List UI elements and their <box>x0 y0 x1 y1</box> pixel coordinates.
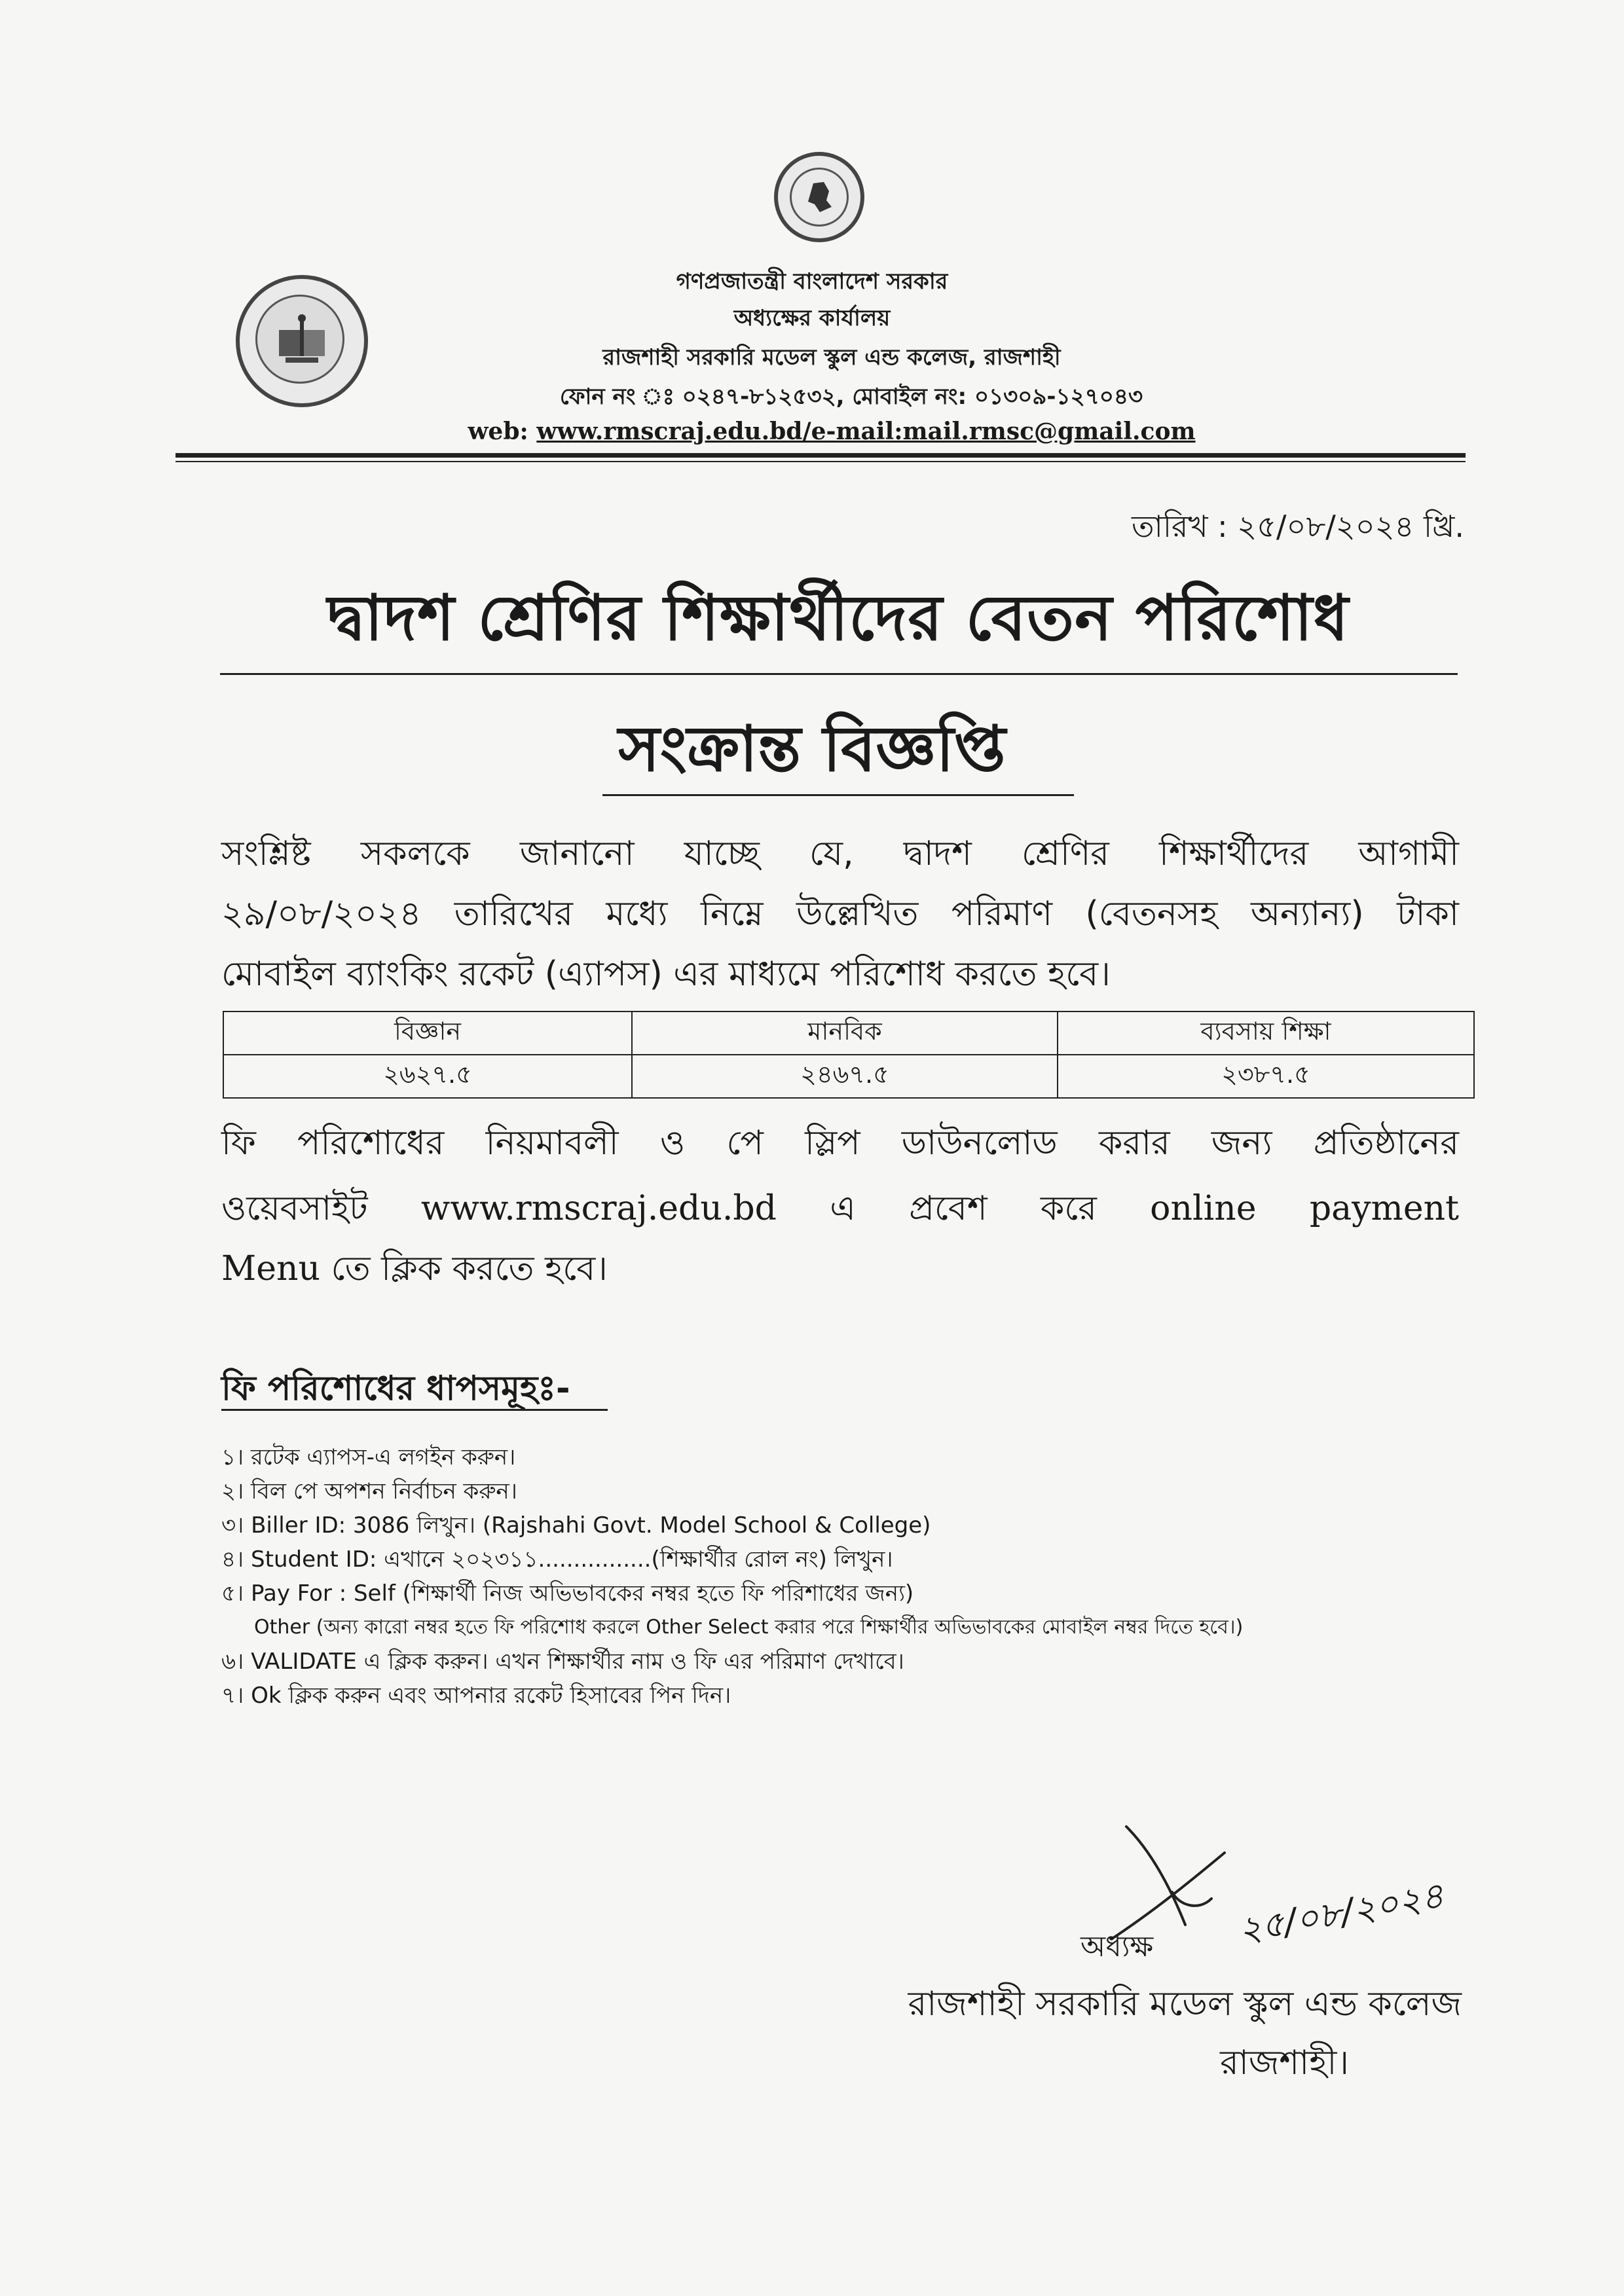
body-line-1: সংশ্লিষ্ট সকলকে জানানো যাচ্ছে যে, দ্বাদশ শ্রেণির শিক্ষার্থীদের আগামী <box>221 834 1459 873</box>
step-item-6: ৬। VALIDATE এ ক্লিক করুন। এখন শিক্ষার্থীর নাম ও ফি এর পরিমাণ দেখাবে। <box>221 1649 904 1675</box>
notice-date: তারিখ : ২৫/০৮/২০২৪ খ্রি. <box>1132 509 1464 544</box>
signatory-title: অধ্যক্ষ <box>1080 1930 1154 1963</box>
fee-header-humanities: মানবিক <box>632 1011 1058 1055</box>
header-govt: গণপ্রজাতন্ত্রী বাংলাদেশ সরকার <box>676 268 948 295</box>
title-underline-2 <box>602 794 1074 796</box>
steps-heading: ফি পরিশোধের ধাপসমূহঃ- <box>221 1369 570 1408</box>
body2-line-2: ওয়েবসাইট www.rmscraj.edu.bd এ প্রবেশ করে online payment <box>221 1189 1459 1228</box>
step-item-7: ৭। Ok ক্লিক করুন এবং আপনার রকেট হিসাবের পিন দিন। <box>221 1683 731 1709</box>
signatory-city: রাজশাহী। <box>1220 2043 1349 2083</box>
web-link[interactable]: www.rmscraj.edu.bd/e-mail:mail.rmsc@gmail.com <box>536 418 1196 445</box>
signatory-org: রাজশাহী সরকারি মডেল স্কুল এন্ড কলেজ <box>908 1984 1462 2024</box>
fee-value-science: ২৬২৭.৫ <box>223 1055 632 1098</box>
fee-value-business: ২৩৮৭.৫ <box>1058 1055 1474 1098</box>
steps-heading-underline <box>221 1409 608 1411</box>
header-phone: ফোন নং ঃ ০২৪৭-৮১২৫৩২, মোবাইল নং: ০১৩০৯-১২৭০৪৩ <box>559 384 1143 410</box>
step-item-1: ১। রটেক এ্যাপস-এ লগইন করুন। <box>221 1444 516 1470</box>
header-rule-thin <box>175 461 1466 462</box>
notice-title-line2: সংক্রান্ত বিজ্ঞপ্তি <box>618 712 1006 786</box>
title-underline-1 <box>220 673 1458 675</box>
fee-header-business: ব্যবসায় শিক্ষা <box>1058 1011 1474 1055</box>
fee-table-header-row <box>223 1011 1474 1055</box>
notice-title-line1: দ্বাদশ শ্রেণির শিক্ষার্থীদের বেতন পরিশোধ <box>327 581 1350 655</box>
header-institution: রাজশাহী সরকারি মডেল স্কুল এন্ড কলেজ, রাজশাহী <box>602 344 1061 371</box>
header-office: অধ্যক্ষের কার্যালয় <box>733 305 891 331</box>
signature-date: ২৫/০৮/২০২৪ <box>1235 1874 1447 1952</box>
steps-list <box>221 1440 1466 1713</box>
fee-table <box>223 1011 1475 1099</box>
govt-seal-logo <box>774 152 864 242</box>
body-line-3: মোবাইল ব্যাংকিং রকেট (এ্যাপস) এর মাধ্যমে পরিশোধ করতে হবে। <box>221 955 1111 994</box>
body-line-2: ২৯/০৮/২০২৪ তারিখের মধ্যে নিম্নে উল্লেখিত পরিমাণ (বেতনসহ অন্যান্য) টাকা <box>221 894 1459 934</box>
step-item-2: ২। বিল পে অপশন নির্বাচন করুন। <box>221 1478 517 1504</box>
step-item-3: ৩। Biller ID: 3086 লিখুন। (Rajshahi Govt. Model School & College) <box>221 1512 931 1539</box>
body2-line-1: ফি পরিশোধের নিয়মাবলী ও পে স্লিপ ডাউনলোড করার জন্য প্রতিষ্ঠানের <box>221 1123 1459 1163</box>
fee-value-humanities: ২৪৬৭.৫ <box>632 1055 1058 1098</box>
web-label: web: <box>468 418 528 445</box>
body2-line-3: Menu তে ক্লিক করতে হবে। <box>221 1249 608 1288</box>
fee-table-value-row <box>223 1055 1474 1098</box>
step-item-4: ৪। Student ID: এখানে ২০২৩১১................(শিক্ষার্থীর রোল নং) লিখুন। <box>221 1546 893 1573</box>
step-item-5-other: Other (অন্য কারো নম্বর হতে ফি পরিশোধ করলে Other Select করার পরে শিক্ষার্থীর অভিভাবকের মোবাইল নম্বর দিতে হবে।) <box>254 1616 1244 1639</box>
step-item-5: ৫। Pay For : Self (শিক্ষার্থী নিজ অভিভাবকের নম্বর হতে ফি পরিশাধের জন্য) <box>221 1580 914 1607</box>
header-rule-thick <box>175 453 1466 458</box>
fee-header-science: বিজ্ঞান <box>223 1011 632 1055</box>
header-web <box>20 418 1624 445</box>
